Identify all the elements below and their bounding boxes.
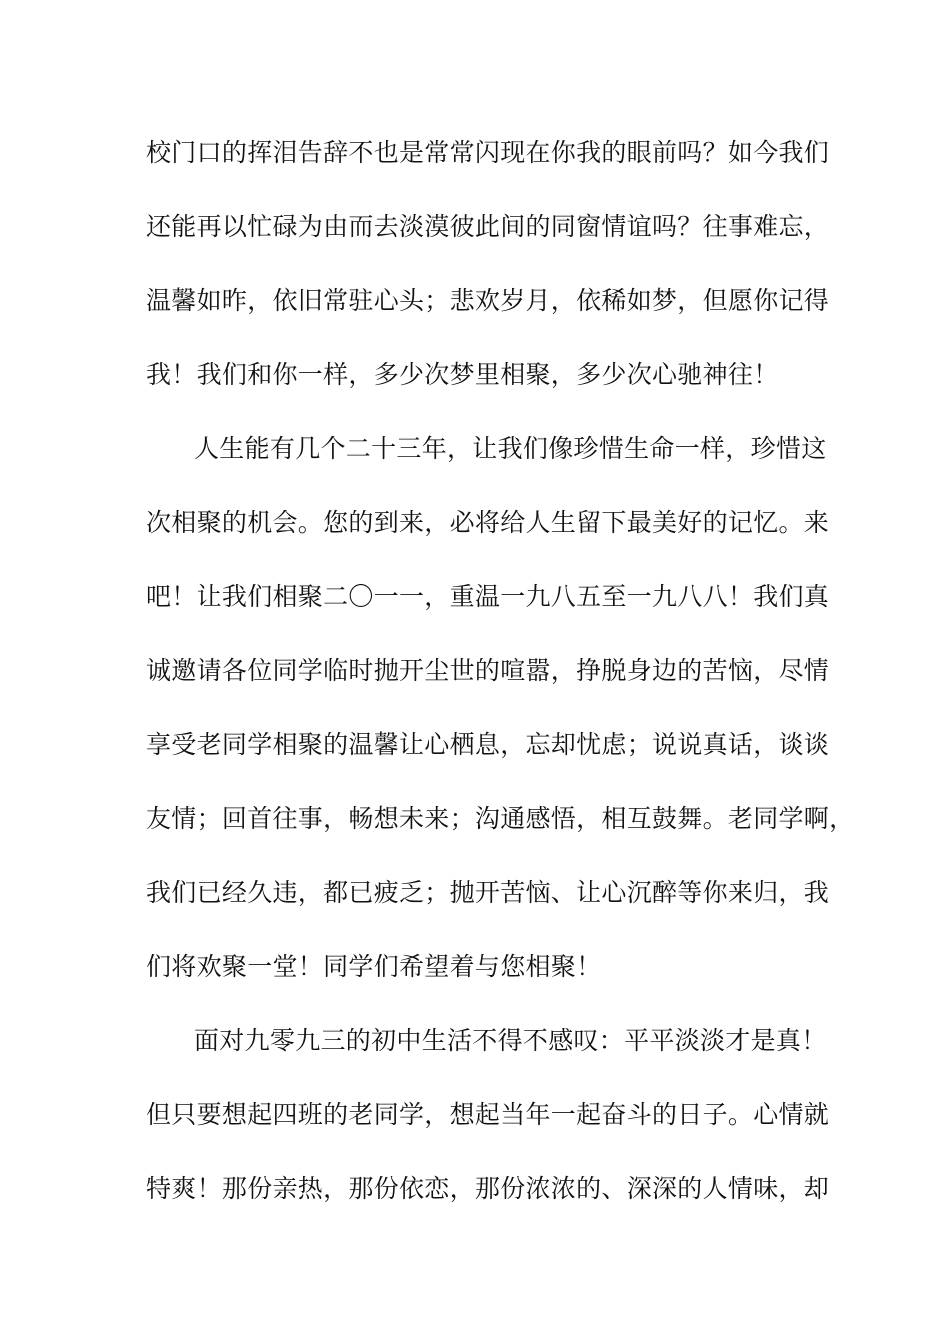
text-line-11: 我们已经久违，都已疲乏；抛开苦恼、让心沉醉等你来归，我	[146, 878, 830, 907]
text-line-2: 还能再以忙碌为由而去淡漠彼此间的同窗情谊吗？往事难忘，	[146, 212, 830, 241]
text-line-4: 我！我们和你一样，多少次梦里相聚，多少次心驰神往！	[146, 360, 779, 389]
body-text	[146, 128, 855, 1238]
text-line-7: 吧！让我们相聚二〇一一，重温一九八五至一九八八！我们真	[146, 582, 830, 611]
text-line-12: 们将欢聚一堂！同学们希望着与您相聚！	[146, 952, 602, 981]
text-line-14: 但只要想起四班的老同学，想起当年一起奋斗的日子。心情就	[146, 1100, 830, 1129]
text-line-6: 次相聚的机会。您的到来，必将给人生留下最美好的记忆。来	[146, 508, 830, 537]
text-line-8: 诚邀请各位同学临时抛开尘世的喧嚣，挣脱身边的苦恼，尽情	[146, 656, 830, 685]
text-line-3: 温馨如昨，依旧常驻心头；悲欢岁月，依稀如梦，但愿你记得	[146, 286, 830, 315]
text-line-1: 校门口的挥泪告辞不也是常常闪现在你我的眼前吗？如今我们	[146, 138, 830, 167]
text-line-13: 面对九零九三的初中生活不得不感叹：平平淡淡才是真！	[194, 1026, 827, 1055]
text-line-10: 友情；回首往事，畅想未来；沟通感悟，相互鼓舞。老同学啊，	[146, 804, 855, 833]
text-line-5: 人生能有几个二十三年，让我们像珍惜生命一样，珍惜这	[194, 434, 827, 463]
text-line-15: 特爽！那份亲热，那份依恋，那份浓浓的、深深的人情味，却	[146, 1174, 830, 1203]
text-line-9: 享受老同学相聚的温馨让心栖息，忘却忧虑；说说真话，谈谈	[146, 730, 830, 759]
